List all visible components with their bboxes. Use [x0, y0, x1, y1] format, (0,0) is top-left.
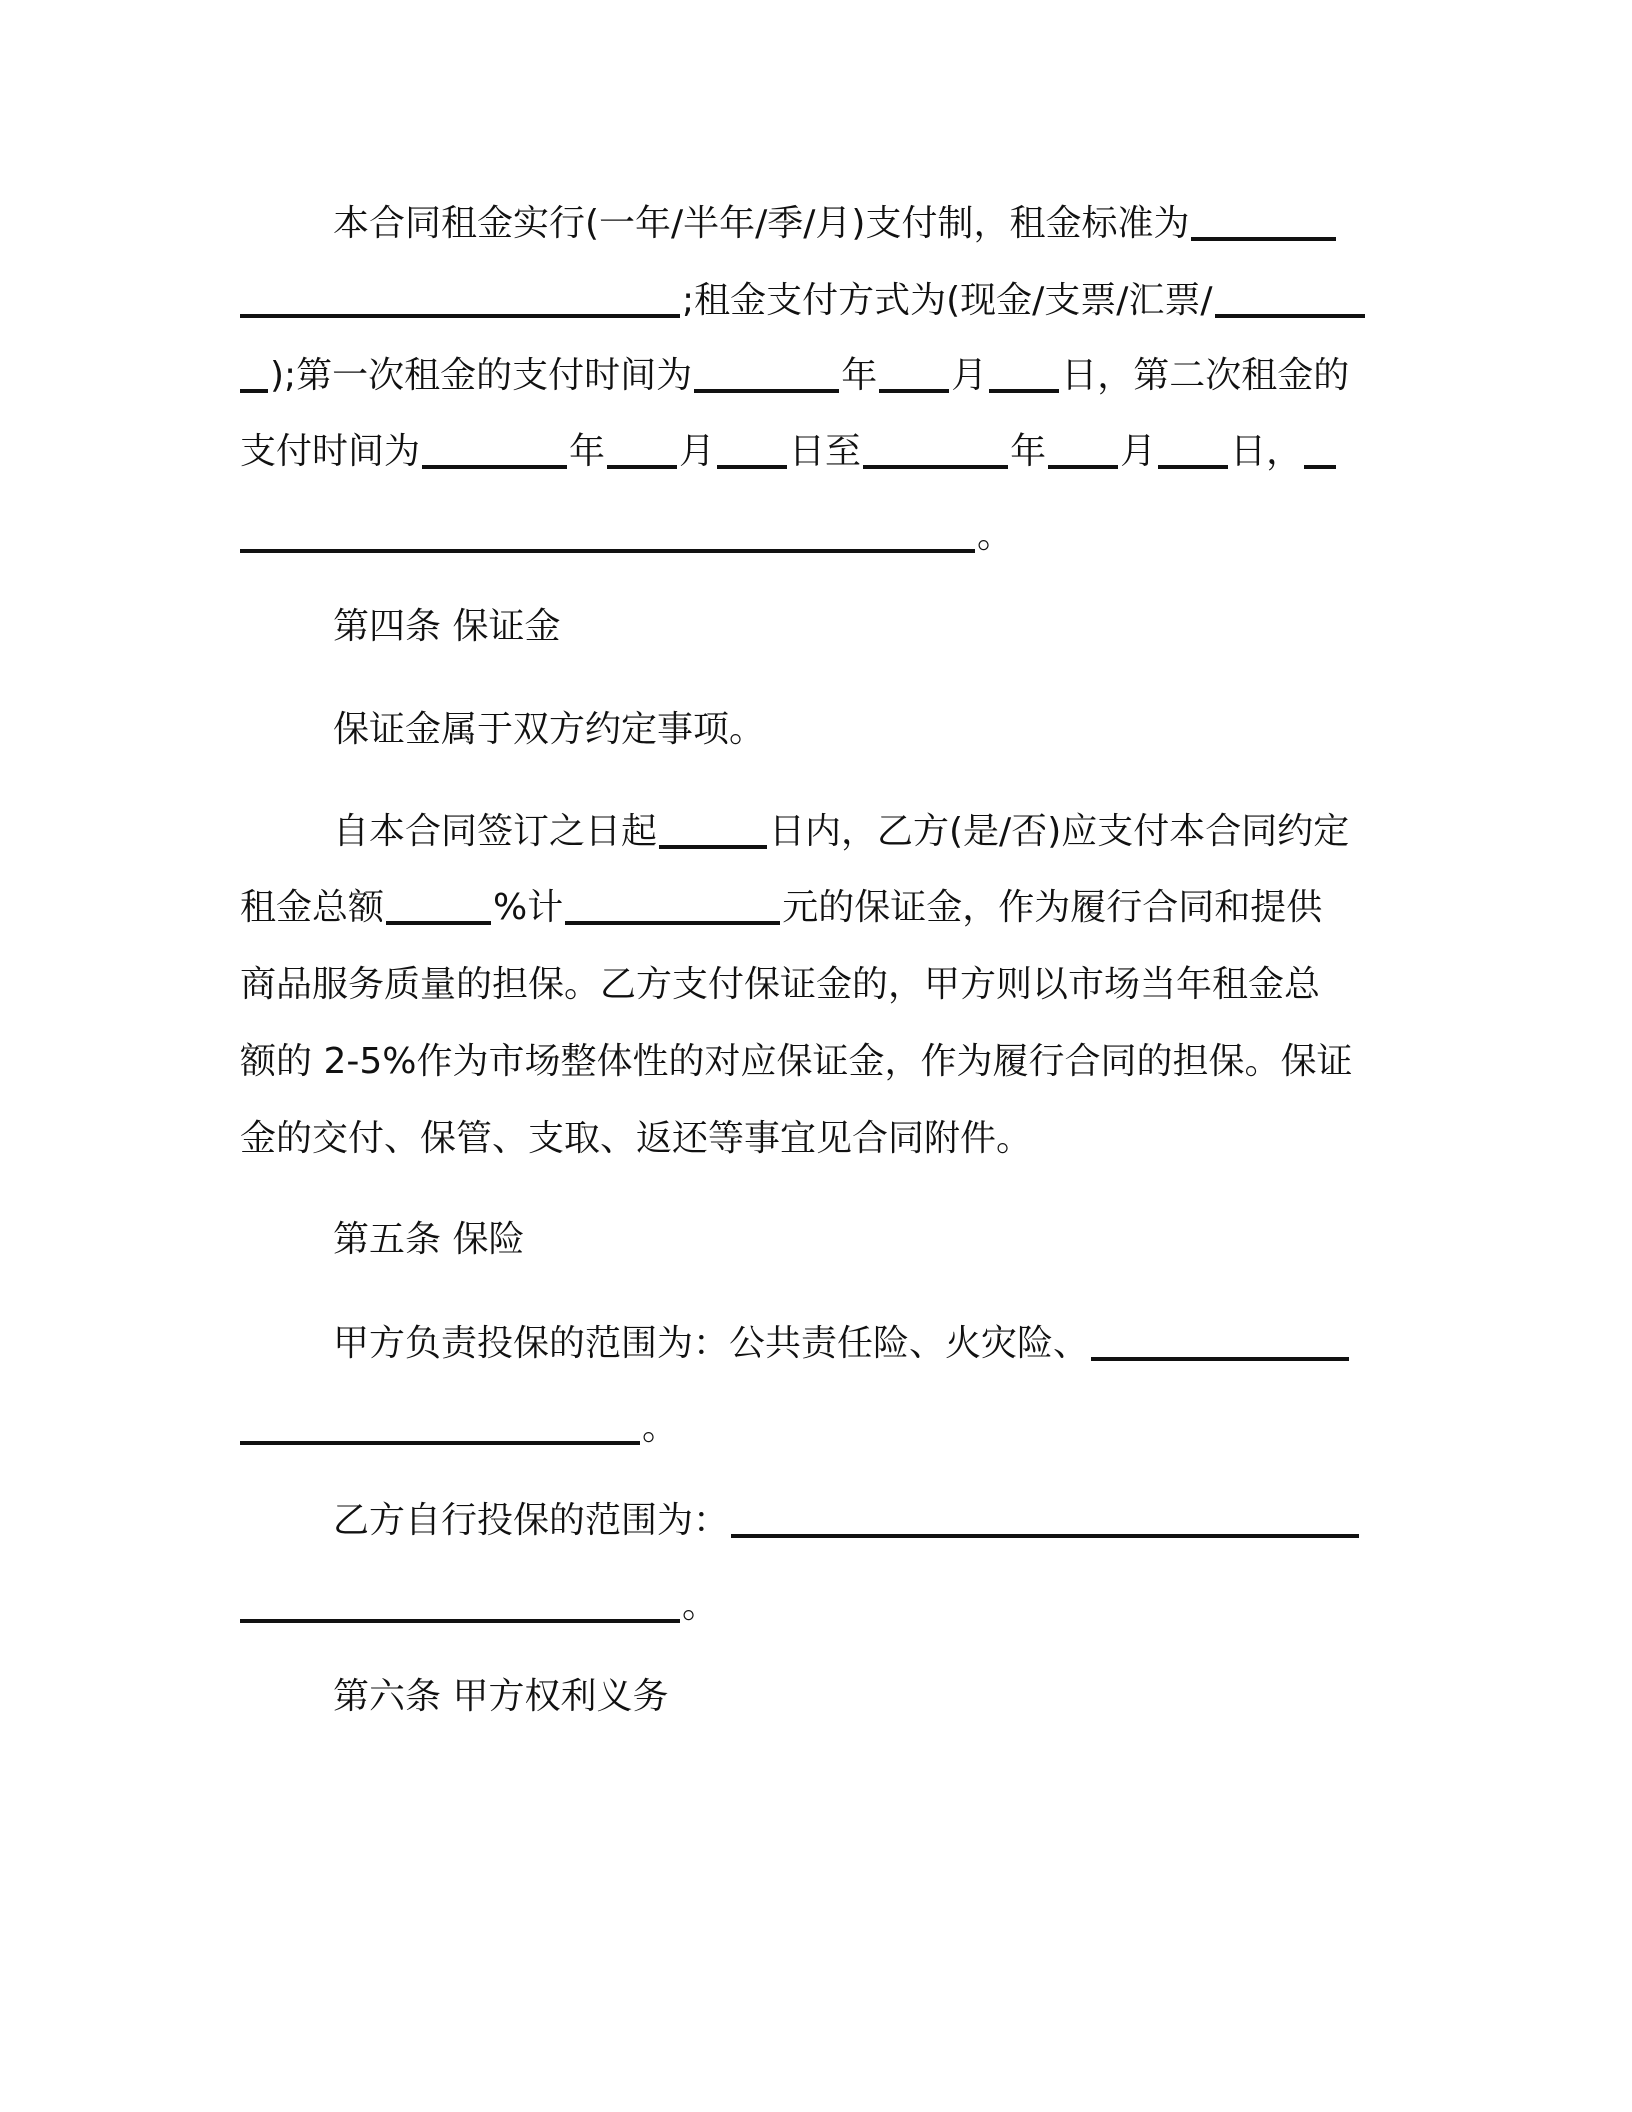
- lessor-insurance-blank[interactable]: [1091, 1323, 1349, 1361]
- rent-method-text: ;租金支付方式为(现金/支票/汇票/: [682, 280, 1213, 321]
- article4-para1: 保证金属于双方约定事项。: [333, 709, 766, 750]
- second-month-blank[interactable]: [607, 431, 677, 469]
- first-day-blank[interactable]: [989, 355, 1059, 393]
- deposit-percent-blank[interactable]: [386, 887, 491, 925]
- rent-standard-blank[interactable]: [1191, 203, 1336, 241]
- rent-line-4: [240, 428, 1390, 476]
- lessee-insurance-blank[interactable]: [731, 1500, 1359, 1538]
- article5-title: 第五条 保险: [333, 1219, 525, 1260]
- first-month-blank[interactable]: [879, 355, 949, 393]
- second-day-blank[interactable]: [717, 431, 787, 469]
- article5-para1-line2: [240, 1404, 1390, 1452]
- first-payment-text: );第一次租金的支付时间为: [270, 355, 693, 396]
- article5-para1-line1: 甲方负责投保的范围为：公共责任险、火灾险、: [333, 1320, 1393, 1368]
- day-comma-text: 日，: [1230, 431, 1303, 472]
- rent-standard-blank-cont[interactable]: [240, 280, 680, 318]
- rent-line-5: [240, 512, 1390, 560]
- article4-para2-line3: 商品服务质量的担保。乙方支付保证金的，甲方则以市场当年租金总: [240, 964, 1321, 1005]
- lessee-insurance-blank-cont[interactable]: [240, 1585, 680, 1623]
- article4-title: 第四条 保证金: [333, 606, 561, 647]
- year-label: 年: [841, 355, 878, 396]
- lessor-insurance-blank-cont[interactable]: [240, 1407, 640, 1445]
- month-label: 月: [951, 355, 988, 396]
- article5-para2-line2: [240, 1582, 1390, 1630]
- year-label: 年: [1010, 431, 1047, 472]
- second-year-blank[interactable]: [422, 431, 567, 469]
- remark-blank-cont[interactable]: [240, 515, 975, 553]
- second-payment-text: 日，第二次租金的: [1061, 355, 1350, 396]
- rent-line-3: [240, 352, 1390, 400]
- period: 。: [682, 1585, 719, 1626]
- rent-line-1: [333, 200, 1393, 248]
- deposit-days-blank[interactable]: [659, 811, 767, 849]
- month-label: 月: [679, 431, 716, 472]
- until-text: 日至: [789, 431, 862, 472]
- article5-para2-line1: 乙方自行投保的范围为：: [333, 1497, 1393, 1545]
- rent-text: 本合同租金实行(一年/半年/季/月)支付制，租金标准为: [333, 203, 1190, 244]
- year-label: 年: [569, 431, 606, 472]
- end-day-blank[interactable]: [1158, 431, 1228, 469]
- rent-line-2: [240, 277, 1390, 325]
- article4-para2-line4: 额的 2-5%作为市场整体性的对应保证金，作为履行合同的担保。保证: [240, 1041, 1353, 1082]
- article6-title: 第六条 甲方权利义务: [333, 1676, 669, 1717]
- article4-para2-line5: 金的交付、保管、支取、返还等事宜见合同附件。: [240, 1118, 1033, 1159]
- end-year-blank[interactable]: [863, 431, 1008, 469]
- rent-method-blank-cont[interactable]: [240, 355, 268, 393]
- deposit-amount-blank[interactable]: [565, 887, 780, 925]
- period: 。: [977, 515, 1014, 556]
- period: 。: [642, 1407, 679, 1448]
- article4-para2-line2: 租金总额 %计 元的保证金，作为履行合同和提供: [240, 887, 1323, 928]
- second-payment-label: 支付时间为: [240, 431, 421, 472]
- article4-para2-line1: 自本合同签订之日起 日内，乙方(是/否)应支付本合同约定: [333, 811, 1350, 852]
- end-month-blank[interactable]: [1048, 431, 1118, 469]
- rent-method-blank[interactable]: [1215, 280, 1365, 318]
- month-label: 月: [1120, 431, 1157, 472]
- first-year-blank[interactable]: [694, 355, 839, 393]
- remark-blank[interactable]: [1304, 431, 1336, 469]
